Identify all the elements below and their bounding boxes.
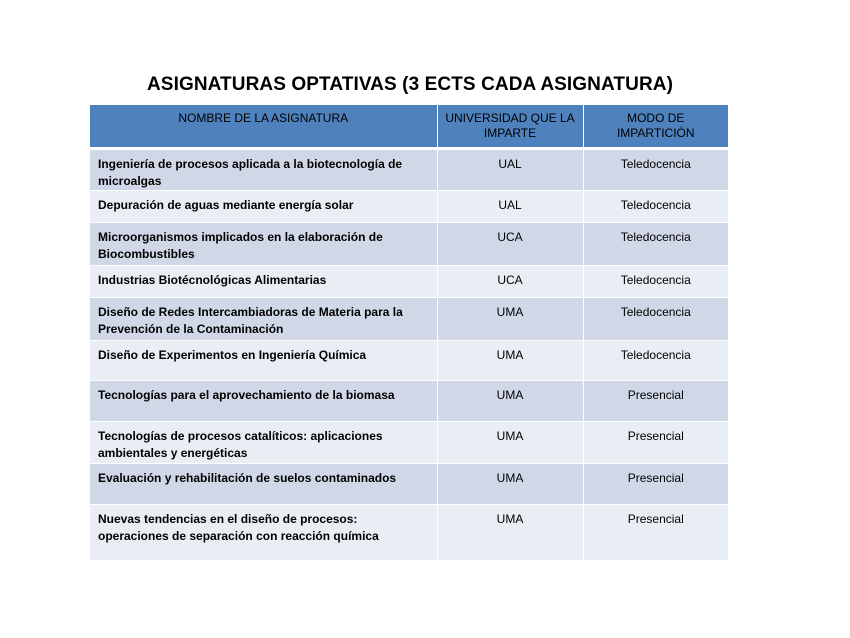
course-mode: Presencial [583, 381, 728, 422]
course-mode: Teledocencia [583, 223, 728, 266]
table-row [90, 266, 728, 298]
course-university: UMA [437, 381, 583, 422]
course-name: Tecnologías de procesos catalíticos: aplicaciones ambientales y energéticas [90, 422, 437, 464]
course-university: UAL [437, 149, 583, 191]
course-name: Microorganismos implicados en la elaboración de Biocombustibles [90, 223, 437, 266]
course-university: UMA [437, 464, 583, 505]
table-row [90, 223, 728, 266]
course-mode: Presencial [583, 464, 728, 505]
course-university: UMA [437, 422, 583, 464]
course-name: Depuración de aguas mediante energía solar [90, 191, 437, 223]
table-row [90, 341, 728, 381]
table-header-row [90, 105, 728, 149]
header-university: UNIVERSIDAD QUE LA IMPARTE [437, 105, 583, 149]
courses-table [90, 105, 728, 561]
course-mode: Teledocencia [583, 341, 728, 381]
table-row [90, 381, 728, 422]
course-name: Nuevas tendencias en el diseño de procesos: operaciones de separación con reacción química [90, 505, 437, 561]
course-university: UCA [437, 266, 583, 298]
course-university: UMA [437, 341, 583, 381]
header-mode: MODO DE IMPARTICIÓN [583, 105, 728, 149]
course-university: UCA [437, 223, 583, 266]
course-name: Industrias Biotécnológicas Alimentarias [90, 266, 437, 298]
header-course-name: NOMBRE DE LA ASIGNATURA [90, 105, 437, 149]
table-row [90, 422, 728, 464]
course-university: UAL [437, 191, 583, 223]
slide-title: ASIGNATURAS OPTATIVAS (3 ECTS CADA ASIGNATURA) [146, 74, 674, 95]
course-name: Tecnologías para el aprovechamiento de la biomasa [90, 381, 437, 422]
course-name: Ingeniería de procesos aplicada a la biotecnología de microalgas [90, 149, 437, 191]
table-row [90, 191, 728, 223]
table-row [90, 298, 728, 341]
table-row [90, 149, 728, 191]
course-university: UMA [437, 505, 583, 561]
course-mode: Teledocencia [583, 266, 728, 298]
course-mode: Teledocencia [583, 149, 728, 191]
course-name: Diseño de Experimentos en Ingeniería Química [90, 341, 437, 381]
course-university: UMA [437, 298, 583, 341]
course-name: Diseño de Redes Intercambiadoras de Materia para la Prevención de la Contaminación [90, 298, 437, 341]
course-mode: Presencial [583, 505, 728, 561]
course-mode: Teledocencia [583, 191, 728, 223]
course-mode: Teledocencia [583, 298, 728, 341]
table-row [90, 464, 728, 505]
table-row [90, 505, 728, 561]
course-mode: Presencial [583, 422, 728, 464]
course-name: Evaluación y rehabilitación de suelos contaminados [90, 464, 437, 505]
